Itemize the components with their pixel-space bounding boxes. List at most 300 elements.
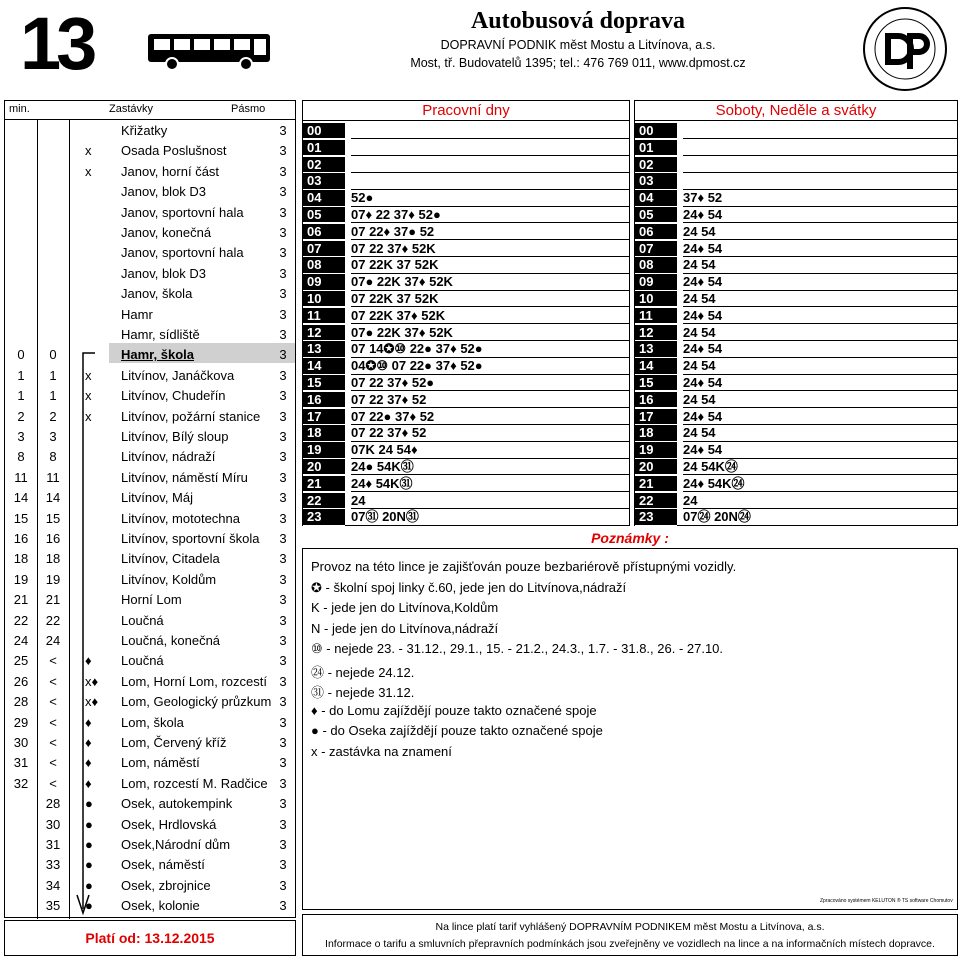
minutes-cell: 24 54 xyxy=(683,358,957,374)
stop-zone: 3 xyxy=(279,429,287,444)
stop-name: Litvínov, Chudeřín xyxy=(121,388,226,404)
hour-cell: 06 xyxy=(635,224,677,240)
stop-zone: 3 xyxy=(279,592,287,608)
note-item: ✪ - školní spoj linky č.60, jede jen do Litvínova,nádraží xyxy=(311,579,627,595)
stop-minutes-b: 1 xyxy=(49,388,57,404)
stop-row xyxy=(5,468,295,488)
stop-name: Osek, zbrojnice xyxy=(121,877,211,893)
stop-zone: 3 xyxy=(279,184,287,200)
stop-zone: 3 xyxy=(279,510,287,526)
divider xyxy=(5,119,295,120)
valid-from: Platí od: 13.12.2015 xyxy=(4,920,296,956)
workdays-title: Pracovní dny xyxy=(303,101,629,121)
stop-minutes-a: 31 xyxy=(13,755,29,771)
minutes-cell: 07 22 37♦ 52 xyxy=(351,425,629,441)
stop-minutes-a: 18 xyxy=(13,551,29,567)
stop-list-header xyxy=(5,101,295,119)
stop-name: Lom, Červený kříž xyxy=(121,735,227,750)
stop-minutes-b: 18 xyxy=(45,551,61,567)
stop-row xyxy=(5,488,295,508)
stop-minutes-b: 22 xyxy=(45,612,61,628)
stop-zone: 3 xyxy=(279,143,287,159)
hour-cell: 07 xyxy=(303,241,345,257)
minutes-cell xyxy=(351,173,629,189)
stop-minutes-b: < xyxy=(49,755,57,771)
stop-minutes-a: 21 xyxy=(13,592,29,608)
stop-name: Lom, rozcestí M. Radčice xyxy=(121,775,268,791)
stop-mark: ● xyxy=(85,877,93,893)
stop-row xyxy=(5,264,295,284)
minutes-cell: 07 22K 37 52K xyxy=(351,291,629,307)
hour-cell: 01 xyxy=(303,140,345,156)
hour-cell: 02 xyxy=(635,157,677,173)
stop-name: Janov, sportovní hala xyxy=(121,204,244,220)
stop-name: Litvínov, nádraží xyxy=(121,449,216,465)
note-item: N - jede jen do Litvínova,nádraží xyxy=(311,620,499,636)
stop-minutes-b: 15 xyxy=(45,510,61,526)
stop-minutes-a: 0 xyxy=(17,347,25,363)
stop-row xyxy=(5,549,295,569)
minutes-cell: 24♦ 54 xyxy=(683,308,957,324)
workdays-timetable xyxy=(302,100,630,526)
stop-name: Osada Poslušnost xyxy=(121,143,227,159)
stop-mark: ● xyxy=(85,796,93,812)
hour-cell: 09 xyxy=(635,274,677,290)
hour-cell: 05 xyxy=(635,207,677,223)
stop-minutes-a: 14 xyxy=(13,490,29,506)
stop-mark: ♦ xyxy=(85,755,92,771)
hour-cell: 10 xyxy=(303,291,345,307)
company-address: Most, tř. Budovatelů 1395; tel.: 476 769 011, www.dpmost.cz xyxy=(410,56,746,70)
hour-cell: 18 xyxy=(635,425,677,441)
footer-tariff: Na lince platí tarif vyhlášený DOPRAVNÍM PODNIKEM měst Mostu a Litvínova, a.s. xyxy=(435,921,825,933)
stop-row xyxy=(5,305,295,325)
minutes-cell: 24 54 xyxy=(683,291,957,307)
stop-zone: 3 xyxy=(279,612,287,628)
stop-row xyxy=(5,182,295,202)
stop-zone: 3 xyxy=(279,469,287,485)
minutes-cell xyxy=(683,173,957,189)
minutes-cell: 07♦ 22 37♦ 52● xyxy=(351,207,629,223)
stop-name: Lom, náměstí xyxy=(121,755,200,771)
hour-cell: 11 xyxy=(635,308,677,324)
stop-minutes-b: 16 xyxy=(45,531,61,546)
stop-zone: 3 xyxy=(279,490,287,506)
hour-cell: 02 xyxy=(303,157,345,173)
hour-cell: 19 xyxy=(303,442,345,458)
stop-zone: 3 xyxy=(279,265,287,281)
hour-cell: 22 xyxy=(303,493,345,509)
stop-name: Loučná xyxy=(121,612,164,628)
hour-cell: 17 xyxy=(303,409,345,425)
stop-row xyxy=(5,794,295,814)
hour-cell: 08 xyxy=(303,257,345,273)
stop-name: Janov, blok D3 xyxy=(121,265,207,281)
weekend-timetable xyxy=(634,100,958,526)
hour-cell: 09 xyxy=(303,274,345,290)
footer-info: Informace o tarifu a smluvních přepravních podmínkách jsou zveřejněny ve vozidlech na lince a na informačních místech dopravce. xyxy=(325,938,935,950)
stop-mark: ● xyxy=(85,837,93,852)
minutes-cell: 07㉔ 20N㉔ xyxy=(683,509,957,525)
stop-zone: 3 xyxy=(279,551,287,567)
stop-row xyxy=(5,509,295,529)
stop-zone: 3 xyxy=(279,388,287,404)
hour-cell: 11 xyxy=(303,308,345,324)
minutes-cell: 24♦ 54 xyxy=(683,442,957,458)
stop-row xyxy=(5,611,295,631)
hour-cell: 17 xyxy=(635,409,677,425)
hour-cell: 14 xyxy=(635,358,677,374)
stop-mark: x♦ xyxy=(85,673,99,689)
stop-mark: x xyxy=(85,367,92,383)
minutes-cell: 07K 24 54♦ xyxy=(351,442,629,458)
stop-mark: ♦ xyxy=(85,653,92,669)
stop-minutes-b: 8 xyxy=(49,449,57,465)
stop-minutes-b: 30 xyxy=(45,816,61,832)
stop-name: Loučná xyxy=(121,653,164,669)
stop-row xyxy=(5,835,295,855)
stop-zone: 3 xyxy=(279,714,287,730)
notes-title: Poznámky : xyxy=(591,530,669,546)
stop-name: Janov, sportovní hala xyxy=(121,245,244,261)
stop-zone: 3 xyxy=(279,449,287,465)
stop-row xyxy=(5,713,295,733)
stop-row xyxy=(5,631,295,651)
minutes-cell: 07 22● 37♦ 52 xyxy=(351,409,629,425)
note-item: ㉛ - nejede 31.12. xyxy=(311,685,415,700)
hour-cell: 01 xyxy=(635,140,677,156)
stop-minutes-a: 1 xyxy=(17,367,25,383)
stop-name: Křižatky xyxy=(121,123,168,138)
minutes-cell: 24♦ 54K㉛ xyxy=(351,476,629,492)
stop-row xyxy=(5,121,295,141)
stop-name: Litvínov, náměstí Míru xyxy=(121,469,248,485)
minutes-header: min. xyxy=(9,103,30,115)
stop-minutes-a: 29 xyxy=(13,714,29,730)
stop-mark: ♦ xyxy=(85,735,92,750)
hour-cell: 12 xyxy=(303,325,345,341)
stop-minutes-a: 8 xyxy=(17,449,25,465)
stop-zone: 3 xyxy=(279,286,287,302)
stop-zone: 3 xyxy=(279,653,287,669)
hour-cell: 12 xyxy=(635,325,677,341)
notes-box xyxy=(302,548,958,910)
minutes-cell: 24 54 xyxy=(683,257,957,273)
minutes-cell: 04✪⑩ 07 22● 37♦ 52● xyxy=(351,358,629,374)
stop-row xyxy=(5,243,295,263)
stop-minutes-a: 19 xyxy=(13,571,29,587)
stop-name: Litvínov, sportovní škola xyxy=(121,531,260,546)
hour-cell: 00 xyxy=(303,123,345,139)
stop-mark: ● xyxy=(85,857,93,873)
hour-cell: 13 xyxy=(303,341,345,357)
minutes-cell: 24 54 xyxy=(683,325,957,341)
stop-row xyxy=(5,386,295,406)
stop-zone: 3 xyxy=(279,735,287,750)
hour-cell: 04 xyxy=(635,190,677,206)
stop-zone: 3 xyxy=(279,673,287,689)
stop-name: Loučná, konečná xyxy=(121,633,221,648)
hour-cell: 10 xyxy=(635,291,677,307)
stop-zone: 3 xyxy=(279,347,287,363)
minutes-cell: 24♦ 54 xyxy=(683,409,957,425)
hour-cell: 08 xyxy=(635,257,677,273)
minutes-cell: 07㉛ 20N㉛ xyxy=(351,509,629,525)
stop-row xyxy=(5,733,295,753)
stop-mark: x♦ xyxy=(85,694,99,710)
stop-row xyxy=(5,284,295,304)
stop-row xyxy=(5,407,295,427)
stop-minutes-a: 11 xyxy=(14,469,28,485)
stop-minutes-b: 2 xyxy=(49,408,57,424)
minutes-cell: 24♦ 54 xyxy=(683,274,957,290)
stop-name: Litvínov, Koldům xyxy=(121,571,217,587)
hour-cell: 20 xyxy=(635,459,677,475)
stop-row xyxy=(5,141,295,161)
zone-header: Pásmo xyxy=(231,103,266,115)
line-number: 13 xyxy=(20,2,93,85)
stop-zone: 3 xyxy=(279,571,287,587)
minutes-cell: 52● xyxy=(351,190,629,206)
stop-minutes-a: 22 xyxy=(13,612,29,628)
stop-zone: 3 xyxy=(279,755,287,771)
minutes-cell: 07● 22K 37♦ 52K xyxy=(351,325,629,341)
minutes-cell: 24 54 xyxy=(683,392,957,408)
stop-minutes-a: 30 xyxy=(13,735,29,750)
dp-logo-icon xyxy=(862,6,948,92)
stop-minutes-a: 24 xyxy=(13,633,29,648)
minutes-cell: 24 xyxy=(683,493,957,509)
stop-minutes-a: 32 xyxy=(13,775,29,791)
stop-row xyxy=(5,753,295,773)
stop-row xyxy=(5,223,295,243)
stop-minutes-b: 19 xyxy=(45,571,61,587)
stop-minutes-a: 26 xyxy=(13,673,29,689)
stop-mark: x xyxy=(85,388,92,404)
minutes-cell xyxy=(351,157,629,173)
stop-name: Horní Lom xyxy=(121,592,182,608)
stop-zone: 3 xyxy=(279,898,287,914)
stop-minutes-b: 31 xyxy=(45,837,61,852)
hour-cell: 06 xyxy=(303,224,345,240)
stop-minutes-b: < xyxy=(49,775,57,791)
hour-cell: 00 xyxy=(635,123,677,139)
stop-mark: ♦ xyxy=(85,714,92,730)
stop-name: Janov, konečná xyxy=(121,225,212,240)
minutes-cell: 07 22 37♦ 52K xyxy=(351,241,629,257)
stop-name: Litvínov, Janáčkova xyxy=(121,367,235,383)
stop-mark: ● xyxy=(85,816,93,832)
stop-row xyxy=(5,203,295,223)
stop-row xyxy=(5,896,295,916)
hour-cell: 03 xyxy=(303,173,345,189)
hour-cell: 14 xyxy=(303,358,345,374)
hour-cell: 15 xyxy=(303,375,345,391)
hour-cell: 22 xyxy=(635,493,677,509)
minutes-cell xyxy=(351,123,629,139)
stop-minutes-b: 35 xyxy=(45,898,61,914)
stop-mark: x xyxy=(85,163,92,179)
company-name: DOPRAVNÍ PODNIK měst Mostu a Litvínova, a.s. xyxy=(440,38,716,52)
stop-zone: 3 xyxy=(279,816,287,832)
minutes-cell: 24♦ 54 xyxy=(683,207,957,223)
stop-row xyxy=(5,692,295,712)
stop-name: Janov, škola xyxy=(121,286,193,302)
minutes-cell: 07 22♦ 37● 52 xyxy=(351,224,629,240)
minutes-cell xyxy=(351,140,629,156)
stop-zone: 3 xyxy=(279,531,287,546)
minutes-cell: 24♦ 54K㉔ xyxy=(683,476,957,492)
hour-cell: 03 xyxy=(635,173,677,189)
stop-zone: 3 xyxy=(279,327,287,342)
stop-name: Lom, Geologický průzkum xyxy=(121,694,272,710)
note-item: ㉔ - nejede 24.12. xyxy=(311,664,415,680)
stop-zone: 3 xyxy=(279,123,287,138)
stop-row xyxy=(5,366,295,386)
stop-name: Litvínov, mototechna xyxy=(121,510,240,526)
bus-icon xyxy=(146,30,274,72)
stop-minutes-b: < xyxy=(49,714,57,730)
stop-name: Litvínov, požární stanice xyxy=(121,408,261,424)
note-item: Provoz na této lince je zajišťován pouze bezbariérově přístupnými vozidly. xyxy=(311,559,737,574)
hour-cell: 15 xyxy=(635,375,677,391)
stop-name: Osek, náměstí xyxy=(121,857,205,873)
stop-minutes-b: 0 xyxy=(49,347,57,363)
minutes-cell: 07● 22K 37♦ 52K xyxy=(351,274,629,290)
stop-row xyxy=(5,427,295,447)
note-item: ● - do Oseka zajíždějí pouze takto označené spoje xyxy=(311,723,603,738)
hour-cell: 21 xyxy=(303,476,345,492)
stop-minutes-b: 28 xyxy=(45,796,61,812)
stop-name: Janov, horní část xyxy=(121,163,220,179)
minutes-cell: 24 54 xyxy=(683,425,957,441)
stop-zone: 3 xyxy=(279,796,287,812)
stop-name: Lom, škola xyxy=(121,714,184,730)
hour-cell: 18 xyxy=(303,425,345,441)
hour-cell: 05 xyxy=(303,207,345,223)
stop-row xyxy=(5,590,295,610)
note-item: x - zastávka na znamení xyxy=(311,743,452,759)
minutes-cell: 24 54K㉔ xyxy=(683,459,957,475)
stop-zone: 3 xyxy=(279,877,287,893)
minutes-cell: 37♦ 52 xyxy=(683,190,957,206)
stop-minutes-a: 2 xyxy=(17,408,25,424)
stop-minutes-a: 3 xyxy=(17,429,25,444)
stop-minutes-b: 14 xyxy=(45,490,61,506)
stop-row xyxy=(5,345,295,365)
stop-name: Osek, autokempink xyxy=(121,796,233,812)
minutes-cell: 24♦ 54 xyxy=(683,341,957,357)
stop-mark: x xyxy=(85,143,92,159)
stop-minutes-b: < xyxy=(49,673,57,689)
stop-minutes-a: 25 xyxy=(13,653,29,669)
weekend-title: Soboty, Neděle a svátky xyxy=(635,101,957,121)
stop-name: Lom, Horní Lom, rozcestí xyxy=(121,673,267,689)
stop-minutes-b: 3 xyxy=(49,429,57,444)
note-item: ⑩ - nejede 23. - 31.12., 29.1., 15. - 21.2., 24.3., 1.7. - 31.8., 26. - 27.10. xyxy=(311,641,724,656)
stops-header: Zastávky xyxy=(109,103,154,115)
minutes-cell: 07 22K 37 52K xyxy=(351,257,629,273)
note-item: ♦ - do Lomu zajíždějí pouze takto označené spoje xyxy=(311,702,597,718)
footer xyxy=(302,914,958,956)
hour-cell: 07 xyxy=(635,241,677,257)
hour-cell: 21 xyxy=(635,476,677,492)
stop-minutes-b: 33 xyxy=(45,857,61,873)
stop-zone: 3 xyxy=(279,694,287,710)
minutes-cell: 24 54 xyxy=(683,224,957,240)
stop-name: Litvínov, Citadela xyxy=(121,551,220,567)
stop-row xyxy=(5,876,295,896)
stop-row xyxy=(5,447,295,467)
company-title: Autobusová doprava xyxy=(470,8,686,34)
hour-cell: 16 xyxy=(635,392,677,408)
stop-minutes-b: < xyxy=(49,735,57,750)
stop-minutes-b: 11 xyxy=(46,469,60,485)
minutes-cell: 07 22 37♦ 52 xyxy=(351,392,629,408)
stop-zone: 3 xyxy=(279,225,287,240)
stop-zone: 3 xyxy=(279,306,287,322)
stop-name: Litvínov, Máj xyxy=(121,490,194,506)
hour-cell: 20 xyxy=(303,459,345,475)
minutes-cell xyxy=(683,140,957,156)
stop-minutes-a: 16 xyxy=(13,531,29,546)
hour-cell: 19 xyxy=(635,442,677,458)
company-info xyxy=(300,6,856,72)
stop-name: Hamr, sídliště xyxy=(121,327,200,342)
stop-minutes-a: 28 xyxy=(13,694,29,710)
hour-cell: 23 xyxy=(635,509,677,525)
stop-minutes-b: < xyxy=(49,694,57,710)
stop-zone: 3 xyxy=(279,204,287,220)
stop-name: Hamr, škola xyxy=(121,347,194,363)
stop-mark: ♦ xyxy=(85,775,92,791)
stop-row xyxy=(5,529,295,549)
stop-minutes-b: < xyxy=(49,653,57,669)
stop-row xyxy=(5,672,295,692)
stop-row xyxy=(5,815,295,835)
stop-mark: x xyxy=(85,408,92,424)
minutes-cell: 24 xyxy=(351,493,629,509)
stop-name: Osek, kolonie xyxy=(121,898,200,914)
stop-row xyxy=(5,855,295,875)
hour-cell: 13 xyxy=(635,341,677,357)
stop-minutes-a: 1 xyxy=(17,388,25,404)
stop-row xyxy=(5,570,295,590)
minutes-cell: 07 22 37♦ 52● xyxy=(351,375,629,391)
stop-minutes-b: 21 xyxy=(45,592,61,608)
hour-cell: 23 xyxy=(303,509,345,525)
stop-row xyxy=(5,325,295,345)
stop-zone: 3 xyxy=(279,367,287,383)
minutes-cell: 24● 54K㉛ xyxy=(351,459,629,475)
stop-minutes-a: 15 xyxy=(13,510,29,526)
stop-zone: 3 xyxy=(279,633,287,648)
stop-name: Osek,Národní dům xyxy=(121,837,231,852)
stop-row xyxy=(5,651,295,671)
stop-minutes-b: 24 xyxy=(45,633,61,648)
minutes-cell xyxy=(683,157,957,173)
stop-row xyxy=(5,162,295,182)
hour-cell: 16 xyxy=(303,392,345,408)
minutes-cell: 07 22K 37♦ 52K xyxy=(351,308,629,324)
stop-zone: 3 xyxy=(279,245,287,261)
stop-minutes-b: 34 xyxy=(45,877,61,893)
stop-zone: 3 xyxy=(279,408,287,424)
stop-name: Hamr xyxy=(121,306,153,322)
stop-name: Litvínov, Bílý sloup xyxy=(121,429,229,444)
stop-minutes-b: 1 xyxy=(49,367,57,383)
stop-name: Janov, blok D3 xyxy=(121,184,207,200)
